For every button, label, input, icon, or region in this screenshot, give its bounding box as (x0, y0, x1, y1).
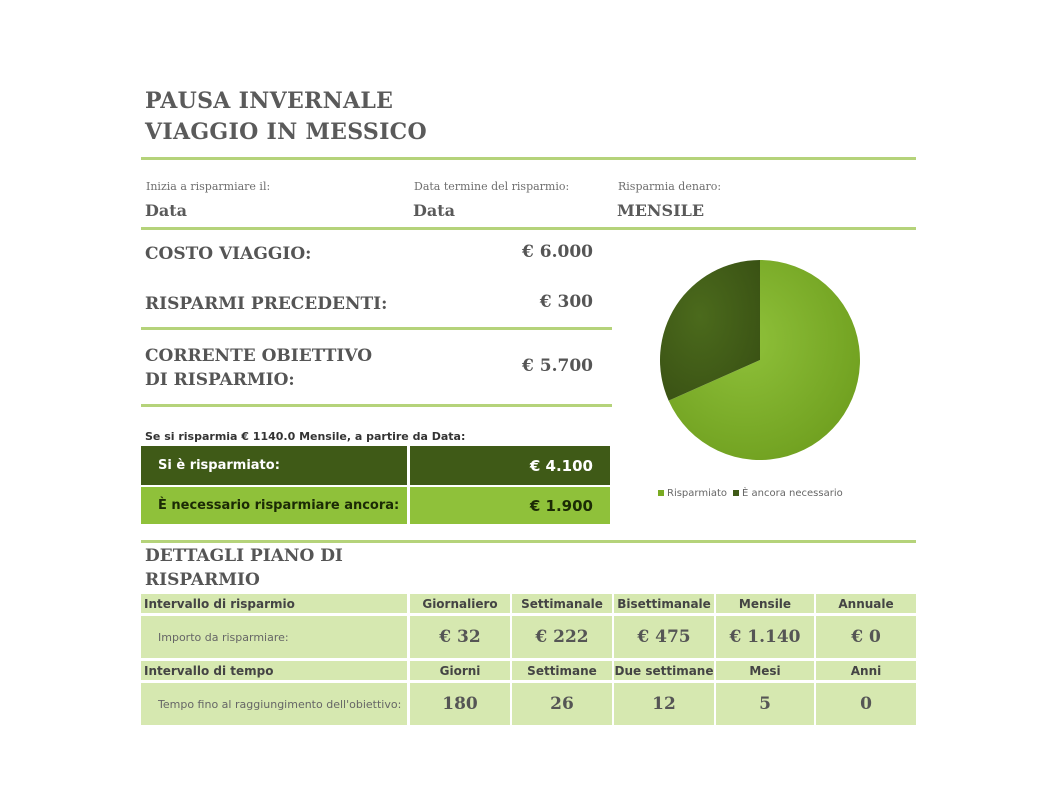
end-date-value[interactable]: Data (413, 201, 455, 220)
savings-pie-chart (650, 250, 870, 470)
time-label: Tempo fino al raggiungimento dell'obiettivo: (141, 683, 407, 725)
legend-item-saved (658, 488, 727, 499)
plan-title (145, 544, 343, 592)
title-line-2: VIAGGIO IN MESSICO (145, 119, 427, 145)
time-header: Intervallo di tempo (141, 661, 407, 680)
amount-yearly: € 0 (816, 616, 916, 658)
legend-swatch-remaining (733, 490, 739, 496)
remaining-label: È necessario risparmiare ancora: (141, 487, 407, 524)
legend-label-remaining: È ancora necessario (742, 488, 843, 499)
time-col-two-weeks: Due settimane (614, 661, 714, 680)
amount-biweekly: € 475 (614, 616, 714, 658)
amount-daily: € 32 (410, 616, 510, 658)
time-months: 5 (716, 683, 814, 725)
interval-col-weekly: Settimanale (512, 594, 612, 613)
savings-statement: Se si risparmia € 1140.0 Mensile, a partire da Data: (145, 430, 466, 443)
plan-title-line-1: DETTAGLI PIANO DI (145, 546, 343, 566)
end-date-label: Data termine del risparmio: (414, 180, 570, 193)
chart-legend (658, 488, 843, 499)
divider (141, 404, 612, 407)
interval-col-monthly: Mensile (716, 594, 814, 613)
interval-col-biweekly: Bisettimanale (614, 594, 714, 613)
plan-title-line-2: RISPARMIO (145, 570, 260, 590)
trip-cost-label: COSTO VIAGGIO: (145, 244, 312, 264)
previous-savings-value[interactable]: € 300 (539, 292, 593, 312)
interval-col-daily: Giornaliero (410, 594, 510, 613)
legend-swatch-saved (658, 490, 664, 496)
trip-cost-value[interactable]: € 6.000 (522, 242, 593, 262)
start-date-label: Inizia a risparmiare il: (146, 180, 271, 193)
saved-label: Si è risparmiato: (141, 446, 407, 485)
title-line-1: PAUSA INVERNALE (145, 88, 394, 114)
interval-col-yearly: Annuale (816, 594, 916, 613)
goal-label-line-2: DI RISPARMIO: (145, 370, 295, 390)
previous-savings-label: RISPARMI PRECEDENTI: (145, 294, 388, 314)
frequency-label: Risparmia denaro: (618, 180, 722, 193)
legend-item-remaining (733, 488, 843, 499)
goal-value: € 5.700 (522, 356, 593, 376)
saved-value: € 4.100 (410, 446, 610, 485)
divider (141, 157, 916, 160)
divider (141, 540, 916, 543)
amount-weekly: € 222 (512, 616, 612, 658)
goal-label-line-1: CORRENTE OBIETTIVO (145, 346, 373, 366)
time-days: 180 (410, 683, 510, 725)
frequency-value[interactable]: MENSILE (617, 201, 705, 220)
time-col-weeks: Settimane (512, 661, 612, 680)
divider (141, 227, 916, 230)
goal-label (145, 344, 372, 392)
time-col-years: Anni (816, 661, 916, 680)
amount-label: Importo da risparmiare: (141, 616, 407, 658)
divider (141, 327, 612, 330)
time-weeks: 26 (512, 683, 612, 725)
legend-label-saved: Risparmiato (667, 488, 728, 499)
time-col-days: Giorni (410, 661, 510, 680)
start-date-value[interactable]: Data (145, 201, 187, 220)
time-years: 0 (816, 683, 916, 725)
time-col-months: Mesi (716, 661, 814, 680)
time-two-weeks: 12 (614, 683, 714, 725)
interval-header: Intervallo di risparmio (141, 594, 407, 613)
page-title (145, 86, 427, 148)
amount-monthly: € 1.140 (716, 616, 814, 658)
remaining-value: € 1.900 (410, 487, 610, 524)
